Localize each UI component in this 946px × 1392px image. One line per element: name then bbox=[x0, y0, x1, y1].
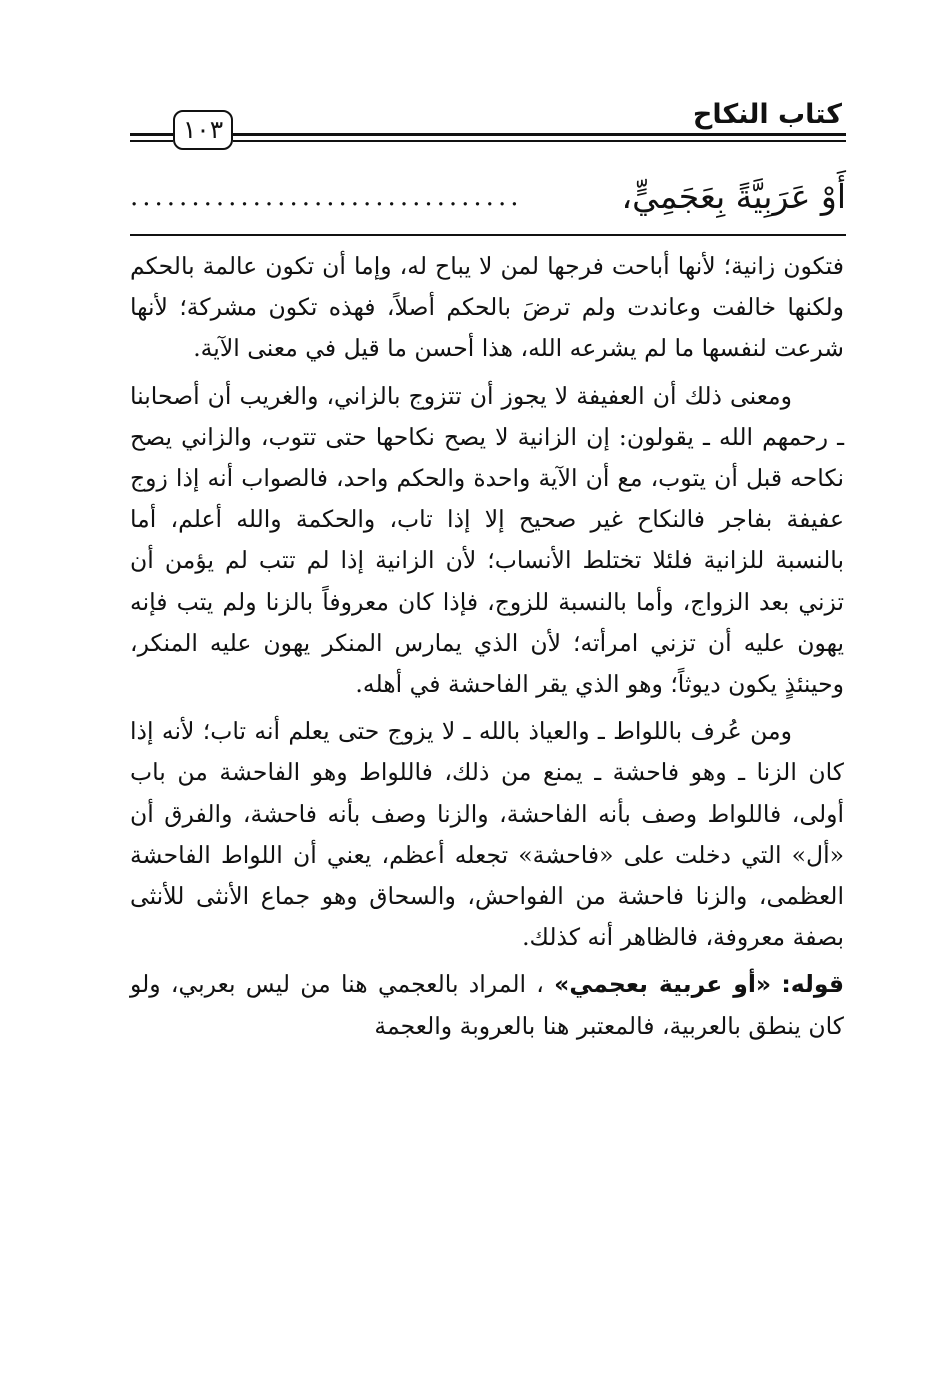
header-rule-left-bottom bbox=[130, 140, 173, 142]
paragraph-4 bbox=[130, 964, 844, 1046]
qawluh-quote: «أو عربية بعجمي» bbox=[554, 970, 772, 999]
header-rule-top bbox=[233, 133, 846, 136]
commentary-body bbox=[130, 246, 844, 1053]
paragraph-3: ومن عُرف باللواط ـ والعياذ بالله ـ لا يزوج حتى يعلم أنه تاب؛ لأنه إذا كان الزنا ـ وهو فاحشة ـ يمنع من ذلك، فاللواط وهو الفاحشة من باب أولى، فاللواط وصف بأنه الفاحشة، والزنا وصف بأنه فاحشة، والفرق أن «أل» التي دخلت على «فاحشة» تجعله أعظم، يعني أن اللواط الفاحشة العظمى، والزنا فاحشة من الفواحش، والسحاق وهو جماع الأنثى للأنثى بصفة معروفة، فالظاهر أنه كذلك. bbox=[130, 717, 844, 952]
matn-line bbox=[130, 172, 846, 222]
matn-ellipsis: ................................ bbox=[130, 182, 523, 212]
header-rule-left-top bbox=[130, 133, 173, 136]
matn-text: أَوْ عَرَبِيَّةً بِعَجَمِيٍّ، bbox=[621, 177, 846, 216]
qawluh-label: قوله: bbox=[781, 970, 844, 999]
paragraph-2: ومعنى ذلك أن العفيفة لا يجوز أن تتزوج بالزاني، والغريب أن أصحابنا ـ رحمهم الله ـ يقولون: إن الزانية لا يصح نكاحها حتى تتوب، والزاني يصح نكاحه قبل أن يتوب، مع أن الآية واحدة والحكم واحد، فالصواب أنه إذا زوج عفيفة بفاجر فالنكاح غير صحيح إلا إذا تاب، والحكمة والله أعلم، أما بالنسبة للزانية فلئلا تختلط الأنساب؛ لأن الزانية إذا لم تتب لم يؤمن أن تزني بعد الزواج، وأما بالنسبة للزوج، فإذا كان معروفاً بالزنا ولم يتب فإنه يهون عليه أن تزني امرأته؛ لأن الذي يمارس المنكر يهون عليه المنكر، وحينئذٍ يكون ديوثاً؛ وهو الذي يقر الفاحشة في أهله. bbox=[130, 381, 844, 699]
header-rule-bottom bbox=[233, 140, 846, 142]
running-header-title: كتاب النكاح bbox=[692, 99, 842, 130]
paragraph-1: فتكون زانية؛ لأنها أباحت فرجها لمن لا يباح له، وإما أن تكون عالمة بالحكم ولكنها خالفت وعاندت ولم ترضَ بالحكم أصلاً، فهذه تكون مشركة؛ لأنها شرعت لنفسها ما لم يشرعه الله، هذا أحسن ما قيل في معنى الآية. bbox=[130, 252, 844, 363]
page-number: ١٠٣ bbox=[173, 110, 233, 150]
matn-divider bbox=[130, 234, 846, 236]
paragraph-4-text: ، المراد بالعجمي هنا من ليس بعربي، ولو كان ينطق بالعربية، فالمعتبر هنا بالعروبة والعجمة bbox=[130, 970, 844, 1040]
